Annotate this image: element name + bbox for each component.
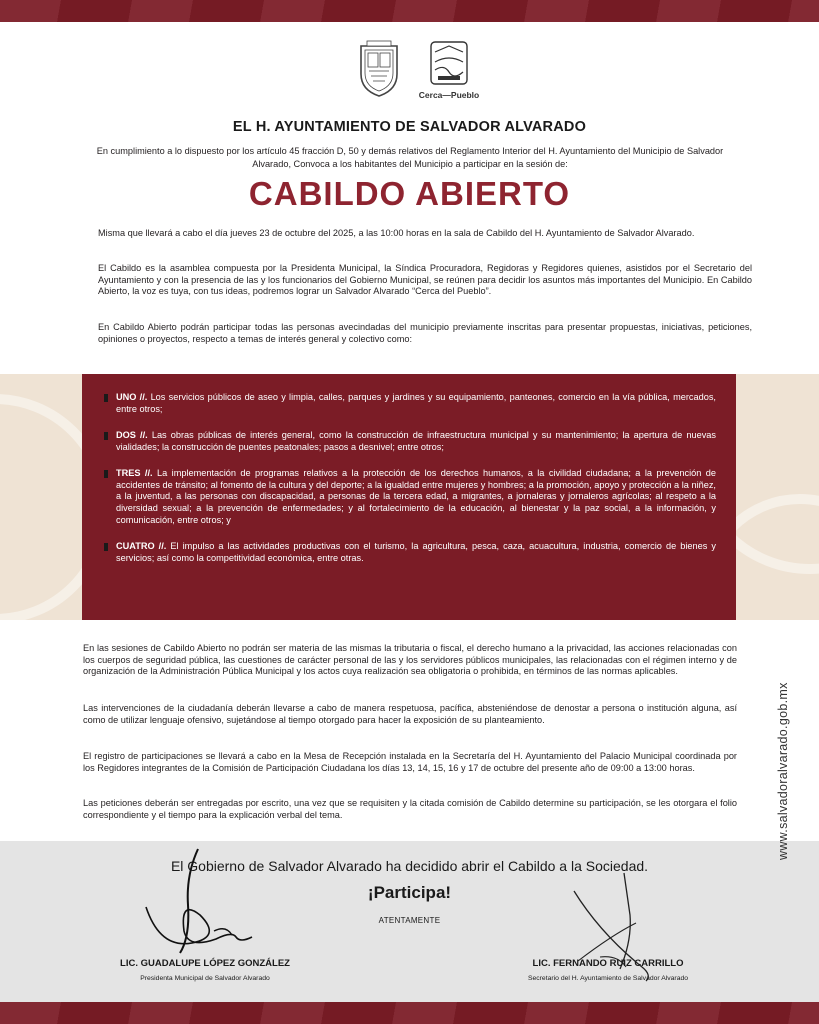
cerca-del-pueblo-logo — [414, 40, 484, 104]
footer-motto: El Gobierno de Salvador Alvarado ha decidido abrir el Cabildo a la Sociedad. — [170, 858, 649, 874]
footer-signature-area — [0, 841, 819, 1002]
topic-label: DOS //. — [116, 429, 148, 440]
signer-left-role: Presidenta Municipal de Salvador Alvarado — [140, 975, 270, 982]
topic-text: La implementación de programas relativos a la protección de los derechos humanos, a la civilidad ciudadana; a la prevención de accidentes de tránsito; al fomento de la cultura y del deporte; a la igualdad entre mujeres y hombres; a la promoción, apoyo y protección a la niñez, a la juventud, a las personas con discapacidad, a personas de la tercera edad, a migrantes, a jornaleras y jornaleros agrícolas; al respeto a la diversidad sexual; a la prevención de enfermedades; y al fortalecimiento de la educación, al bienestar y la paz social, a la información, y comunicación, entre otros; y — [116, 467, 716, 526]
bullet-icon — [104, 543, 108, 551]
bullet-icon — [104, 394, 108, 402]
topic-item-cuatro — [104, 541, 716, 565]
topic-item-dos — [104, 430, 716, 454]
topic-text: Las obras públicas de interés general, como la construcción de infraestructura municipal y su mantenimiento; la apertura de nuevas vialidades; la construcción de puentes peatonales; pasos a desnivel; entre otros; — [116, 429, 716, 452]
rules-paragraph-conduct: Las intervenciones de la ciudadanía deberán llevarse a cabo de manera respetuosa, pacífica, absteniéndose de denostar a persona o institución alguna, así como de utilizar lenguaje ofensivo, sujetándose al tiempo otorgado para hacer la exposición de su planteamiento. — [83, 703, 737, 725]
bullet-icon — [104, 432, 108, 440]
closing-text: ATENTAMENTE — [378, 916, 441, 925]
rules-paragraph-restrictions: En las sesiones de Cabildo Abierto no podrán ser materia de las mismas la tributaria o fiscal, el derecho humano a la privacidad, las acciones relacionadas con los cuerpos de seguridad pública, las cuestiones de carácter personal de las y los servidores públicos municipales, las relacionadas con el régimen interno y de organización de la Administración Pública Municipal y los actos cuya realización sea obligatoria o prohibida, en términos de las normas aplicables. — [83, 643, 737, 677]
topic-label: TRES //. — [116, 467, 153, 478]
cerca-del-pueblo-emblem-icon — [414, 40, 484, 88]
topic-label: CUATRO //. — [116, 541, 167, 552]
participate-callout: ¡Participa! — [367, 883, 452, 902]
bullet-icon — [104, 470, 108, 478]
topic-item-uno — [104, 392, 716, 416]
rules-paragraph-registration: El registro de participaciones se llevará a cabo en la Mesa de Recepción instalada en la Secretaría del H. Ayuntamiento del Palacio Municipal coordinada por los Regidores integrantes de la Comisión de Participación Ciudadana los días 13, 14, 15, 16 y 17 de octubre del presente año de 09:00 a 13:00 horas. — [83, 751, 737, 773]
website-url: www.salvadoralvarado.gob.mx — [776, 682, 790, 860]
paragraph-date: Misma que llevará a cabo el día jueves 23 de octubre del 2025, a las 10:00 horas en la sala de Cabildo del H. Ayuntamiento de Salvador Alvarado. — [98, 228, 695, 238]
paragraph-participation: En Cabildo Abierto podrán participar todas las personas avecindadas del municipio previamente inscritas para presentar propuestas, iniciativas, peticiones, opiniones o proyectos, respecto a temas de interés general y colectivo como: — [98, 322, 752, 344]
page-title: CABILDO ABIERTO — [248, 175, 571, 212]
topic-label: UNO //. — [116, 392, 148, 402]
topics-box — [82, 374, 736, 620]
signer-right-role: Secretario del H. Ayuntamiento de Salvador Alvarado — [527, 975, 689, 982]
top-decorative-band — [0, 0, 819, 22]
signer-right-name: LIC. FERNANDO RUIZ CARRILLO — [532, 958, 684, 969]
paragraph-cabildo: El Cabildo es la asamblea compuesta por la Presidenta Municipal, la Síndica Procuradora, Regidoras y Regidores quienes, asistidos por el Secretario del Ayuntamiento y con la presencia de las y los funcionarios del Gobierno Municipal, se reúnen para decidir los asuntos más importantes del Municipio. En Cabildo Abierto, la voz es tuya, con tus ideas, podremos lograr un Salvador Alvarado “Cerca del Pueblo”. — [98, 263, 752, 297]
topic-item-tres — [104, 468, 716, 528]
bottom-decorative-band — [0, 1002, 819, 1024]
page-heading: EL H. AYUNTAMIENTO DE SALVADOR ALVARADO — [232, 119, 587, 135]
municipal-crest-logo — [357, 40, 401, 98]
signer-left-name: LIC. GUADALUPE LÓPEZ GONZÁLEZ — [120, 958, 290, 969]
topic-text: El impulso a las actividades productivas con el turismo, la agricultura, pesca, caza, acuacultura, industria, comercio de bienes y servicios; así como la competitividad económica, entre otras. — [116, 541, 716, 564]
signature-left — [140, 845, 270, 963]
rules-paragraph-petitions: Las peticiones deberán ser entregadas por escrito, una vez que se requisiten y la citada comisión de Cabildo determine su participación, se les otorgara el folio correspondiente y el tiempo para la explicación verbal del tema. — [83, 798, 737, 820]
topic-text: Los servicios públicos de aseo y limpia, calles, parques y jardines y su equipamiento, panteones, comercio en la vía pública, mercados, entre otros; — [116, 392, 716, 414]
intro-paragraph: En cumplimiento a lo dispuesto por los artículo 45 fracción D, 50 y demás relativos del Reglamento Interior del H. Ayuntamiento del Municipio de Salvador Alvarado, Convoca a los habitantes del Municipio a participar en la sesión de: — [96, 146, 724, 169]
header-logos — [0, 40, 819, 104]
cerca-del-pueblo-text: Cerca—Pueblo — [418, 90, 480, 100]
